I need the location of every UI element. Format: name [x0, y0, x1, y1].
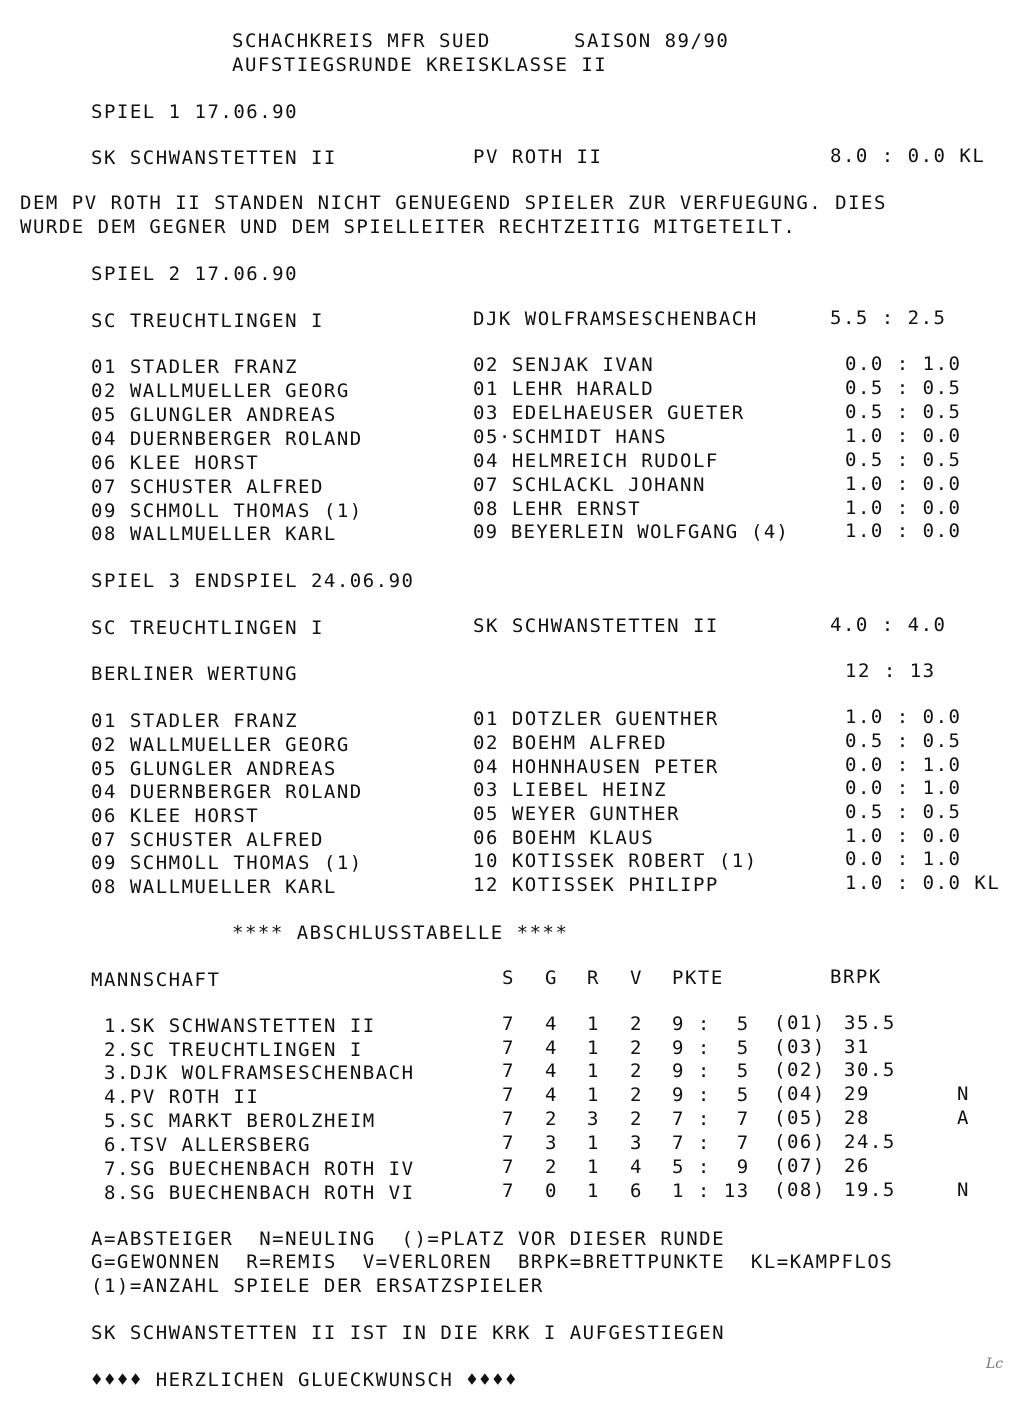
spiel1-home-team: SK SCHWANSTETTEN II [91, 147, 337, 169]
table-row-brpk: 28 [844, 1107, 870, 1129]
league-title: SCHACHKREIS MFR SUED [232, 30, 491, 52]
spiel3-board-result: 1.0 : 0.0 KL [845, 872, 1001, 894]
spiel1-note-line2: WURDE DEM GEGNER UND DEM SPIELLEITER RECHTZEITIG MITGETEILT. [20, 216, 797, 238]
table-row-prev: (07) [774, 1155, 826, 1177]
table-row-pkte: 9 : 5 [672, 1084, 750, 1106]
table-row-s: 7 [502, 1013, 515, 1035]
table-row-v: 2 [630, 1037, 643, 1059]
table-row-team: 3.DJK WOLFRAMSESCHENBACH [104, 1062, 415, 1084]
spiel3-board-away: 01 DOTZLER GUENTHER [473, 708, 719, 730]
spiel3-score: 4.0 : 4.0 [830, 614, 947, 636]
table-row-r: 1 [587, 1132, 600, 1154]
table-row-team: 1.SK SCHWANSTETTEN II [104, 1015, 376, 1037]
spiel2-board-home: 09 SCHMOLL THOMAS (1) [91, 500, 363, 522]
spiel2-board-home: 01 STADLER FRANZ [91, 356, 299, 378]
spiel3-board-away: 04 HOHNHAUSEN PETER [473, 756, 719, 778]
col-header-brpk: BRPK [830, 966, 882, 988]
table-row-g: 0 [545, 1180, 558, 1202]
spiel3-board-home: 04 DUERNBERGER ROLAND [91, 781, 363, 803]
table-row-pkte: 9 : 5 [672, 1037, 750, 1059]
table-heading: **** ABSCHLUSSTABELLE **** [232, 922, 569, 944]
col-header-v: V [630, 967, 643, 989]
spiel1-away-team: PV ROTH II [473, 146, 603, 168]
table-row-v: 4 [630, 1156, 643, 1178]
table-row-prev: (02) [774, 1059, 826, 1081]
legend-line3: (1)=ANZAHL SPIELE DER ERSATZSPIELER [91, 1275, 544, 1297]
spiel3-board-away: 02 BOEHM ALFRED [473, 732, 668, 754]
spiel3-board-away: 05 WEYER GUNTHER [473, 803, 681, 825]
col-header-r: R [587, 967, 600, 989]
spiel3-away-team: SK SCHWANSTETTEN II [473, 615, 719, 637]
spiel2-home-team: SC TREUCHTLINGEN I [91, 310, 324, 332]
spiel3-board-home: 07 SCHUSTER ALFRED [91, 829, 324, 851]
table-row-brpk: 31 [844, 1036, 870, 1058]
spiel3-board-home: 02 WALLMUELLER GEORG [91, 734, 350, 756]
round-subtitle: AUFSTIEGSRUNDE KREISKLASSE II [232, 54, 608, 76]
spiel2-board-result: 1.0 : 0.0 [845, 473, 962, 495]
spiel3-board-result: 0.0 : 1.0 [845, 848, 962, 870]
berliner-wertung-label: BERLINER WERTUNG [91, 663, 299, 685]
table-row-team: 8.SG BUECHENBACH ROTH VI [104, 1182, 415, 1204]
table-row-brpk: 35.5 [844, 1012, 896, 1034]
table-row-s: 7 [502, 1180, 515, 1202]
table-row-team: 2.SC TREUCHTLINGEN I [104, 1039, 363, 1061]
spiel3-board-result: 0.5 : 0.5 [845, 801, 962, 823]
spiel2-board-home: 07 SCHUSTER ALFRED [91, 476, 324, 498]
spiel2-board-away: 05·SCHMIDT HANS [473, 426, 668, 448]
table-row-brpk: 19.5 [844, 1179, 896, 1201]
spiel3-board-home: 05 GLUNGLER ANDREAS [91, 758, 337, 780]
spiel2-board-away: 09 BEYERLEIN WOLFGANG (4) [473, 521, 789, 543]
col-header-g: G [545, 967, 558, 989]
table-row-s: 7 [502, 1132, 515, 1154]
table-row-r: 1 [587, 1013, 600, 1035]
table-row-g: 4 [545, 1084, 558, 1106]
spiel3-heading: SPIEL 3 ENDSPIEL 24.06.90 [91, 570, 415, 592]
spiel2-board-away: 04 HELMREICH RUDOLF [473, 450, 719, 472]
table-row-prev: (05) [774, 1107, 826, 1129]
handwritten-initials: Lc [986, 1356, 1004, 1372]
table-row-brpk: 30.5 [844, 1059, 896, 1081]
table-row-team: 5.SC MARKT BEROLZHEIM [104, 1110, 376, 1132]
table-row-g: 4 [545, 1037, 558, 1059]
table-row-v: 2 [630, 1108, 643, 1130]
spiel2-board-away: 01 LEHR HARALD [473, 378, 655, 400]
spiel2-board-away: 07 SCHLACKL JOHANN [473, 474, 706, 496]
spiel3-board-result: 1.0 : 0.0 [845, 825, 962, 847]
spiel2-board-result: 0.5 : 0.5 [845, 449, 962, 471]
spiel2-heading: SPIEL 2 17.06.90 [91, 263, 299, 285]
table-row-s: 7 [502, 1084, 515, 1106]
spiel3-board-away: 03 LIEBEL HEINZ [473, 779, 668, 801]
table-row-g: 4 [545, 1013, 558, 1035]
table-row-prev: (06) [774, 1131, 826, 1153]
spiel2-board-result: 1.0 : 0.0 [845, 425, 962, 447]
spiel3-home-team: SC TREUCHTLINGEN I [91, 617, 324, 639]
table-row-team: 4.PV ROTH II [104, 1086, 260, 1108]
table-row-brpk: 29 [844, 1083, 870, 1105]
col-header-s: S [502, 967, 515, 989]
table-row-pkte: 1 : 13 [672, 1180, 750, 1202]
spiel2-board-away: 02 SENJAK IVAN [473, 354, 655, 376]
table-row-pkte: 7 : 7 [672, 1108, 750, 1130]
table-row-r: 1 [587, 1060, 600, 1082]
table-row-s: 7 [502, 1156, 515, 1178]
spiel3-board-result: 1.0 : 0.0 [845, 706, 962, 728]
table-row-flag: N [957, 1083, 970, 1105]
spiel2-board-result: 1.0 : 0.0 [845, 520, 962, 542]
table-row-s: 7 [502, 1037, 515, 1059]
spiel3-board-result: 0.0 : 1.0 [845, 777, 962, 799]
legend-line2: G=GEWONNEN R=REMIS V=VERLOREN BRPK=BRETTPUNKTE KL=KAMPFLOS [91, 1251, 894, 1273]
spiel3-board-result: 0.5 : 0.5 [845, 730, 962, 752]
spiel2-board-home: 04 DUERNBERGER ROLAND [91, 428, 363, 450]
promotion-note: SK SCHWANSTETTEN II IST IN DIE KRK I AUFGESTIEGEN [91, 1322, 726, 1344]
table-row-v: 6 [630, 1180, 643, 1202]
col-header-pkte: PKTE [672, 967, 724, 989]
spiel3-board-away: 06 BOEHM KLAUS [473, 827, 655, 849]
table-row-pkte: 5 : 9 [672, 1156, 750, 1178]
spiel2-board-home: 06 KLEE HORST [91, 452, 260, 474]
legend-line1: A=ABSTEIGER N=NEULING ()=PLATZ VOR DIESER RUNDE [91, 1228, 726, 1250]
spiel1-score: 8.0 : 0.0 KL [830, 145, 986, 167]
col-header-team: MANNSCHAFT [91, 969, 221, 991]
spiel3-board-away: 10 KOTISSEK ROBERT (1) [473, 850, 758, 872]
spiel2-board-result: 0.5 : 0.5 [845, 401, 962, 423]
table-row-g: 2 [545, 1156, 558, 1178]
spiel3-board-result: 0.0 : 1.0 [845, 754, 962, 776]
table-row-s: 7 [502, 1108, 515, 1130]
table-row-pkte: 9 : 5 [672, 1013, 750, 1035]
table-row-brpk: 26 [844, 1155, 870, 1177]
table-row-r: 1 [587, 1180, 600, 1202]
spiel1-heading: SPIEL 1 17.06.90 [91, 101, 299, 123]
table-row-r: 1 [587, 1037, 600, 1059]
spiel2-board-result: 0.0 : 1.0 [845, 353, 962, 375]
spiel2-board-home: 05 GLUNGLER ANDREAS [91, 404, 337, 426]
spiel2-board-away: 08 LEHR ERNST [473, 498, 642, 520]
table-row-r: 1 [587, 1084, 600, 1106]
berliner-wertung-score: 12 : 13 [845, 660, 936, 682]
table-row-v: 2 [630, 1013, 643, 1035]
table-row-g: 4 [545, 1060, 558, 1082]
table-row-prev: (01) [774, 1012, 826, 1034]
table-row-brpk: 24.5 [844, 1131, 896, 1153]
spiel3-board-home: 09 SCHMOLL THOMAS (1) [91, 852, 363, 874]
spiel2-away-team: DJK WOLFRAMSESCHENBACH [473, 308, 758, 330]
table-row-s: 7 [502, 1060, 515, 1082]
table-row-prev: (04) [774, 1083, 826, 1105]
table-row-v: 2 [630, 1084, 643, 1106]
table-row-r: 3 [587, 1108, 600, 1130]
spiel3-board-home: 08 WALLMUELLER KARL [91, 876, 337, 898]
table-row-r: 1 [587, 1156, 600, 1178]
table-row-g: 3 [545, 1132, 558, 1154]
table-row-flag: A [957, 1107, 970, 1129]
table-row-team: 7.SG BUECHENBACH ROTH IV [104, 1158, 415, 1180]
table-row-pkte: 9 : 5 [672, 1060, 750, 1082]
table-row-prev: (08) [774, 1179, 826, 1201]
spiel2-board-home: 02 WALLMUELLER GEORG [91, 380, 350, 402]
table-row-g: 2 [545, 1108, 558, 1130]
spiel2-board-away: 03 EDELHAEUSER GUETER [473, 402, 745, 424]
spiel2-board-result: 0.5 : 0.5 [845, 377, 962, 399]
season-label: SAISON 89/90 [574, 30, 730, 52]
congratulations: ♦♦♦♦ HERZLICHEN GLUECKWUNSCH ♦♦♦♦ [91, 1369, 518, 1391]
spiel3-board-home: 01 STADLER FRANZ [91, 710, 299, 732]
table-row-v: 3 [630, 1132, 643, 1154]
table-row-prev: (03) [774, 1036, 826, 1058]
table-row-v: 2 [630, 1060, 643, 1082]
spiel2-score: 5.5 : 2.5 [830, 307, 947, 329]
spiel1-note-line1: DEM PV ROTH II STANDEN NICHT GENUEGEND SPIELER ZUR VERFUEGUNG. DIES [20, 192, 887, 214]
table-row-flag: N [957, 1179, 970, 1201]
spiel2-board-result: 1.0 : 0.0 [845, 497, 962, 519]
spiel2-board-home: 08 WALLMUELLER KARL [91, 523, 337, 545]
table-row-team: 6.TSV ALLERSBERG [104, 1134, 312, 1156]
spiel3-board-away: 12 KOTISSEK PHILIPP [473, 874, 719, 896]
spiel3-board-home: 06 KLEE HORST [91, 805, 260, 827]
table-row-pkte: 7 : 7 [672, 1132, 750, 1154]
